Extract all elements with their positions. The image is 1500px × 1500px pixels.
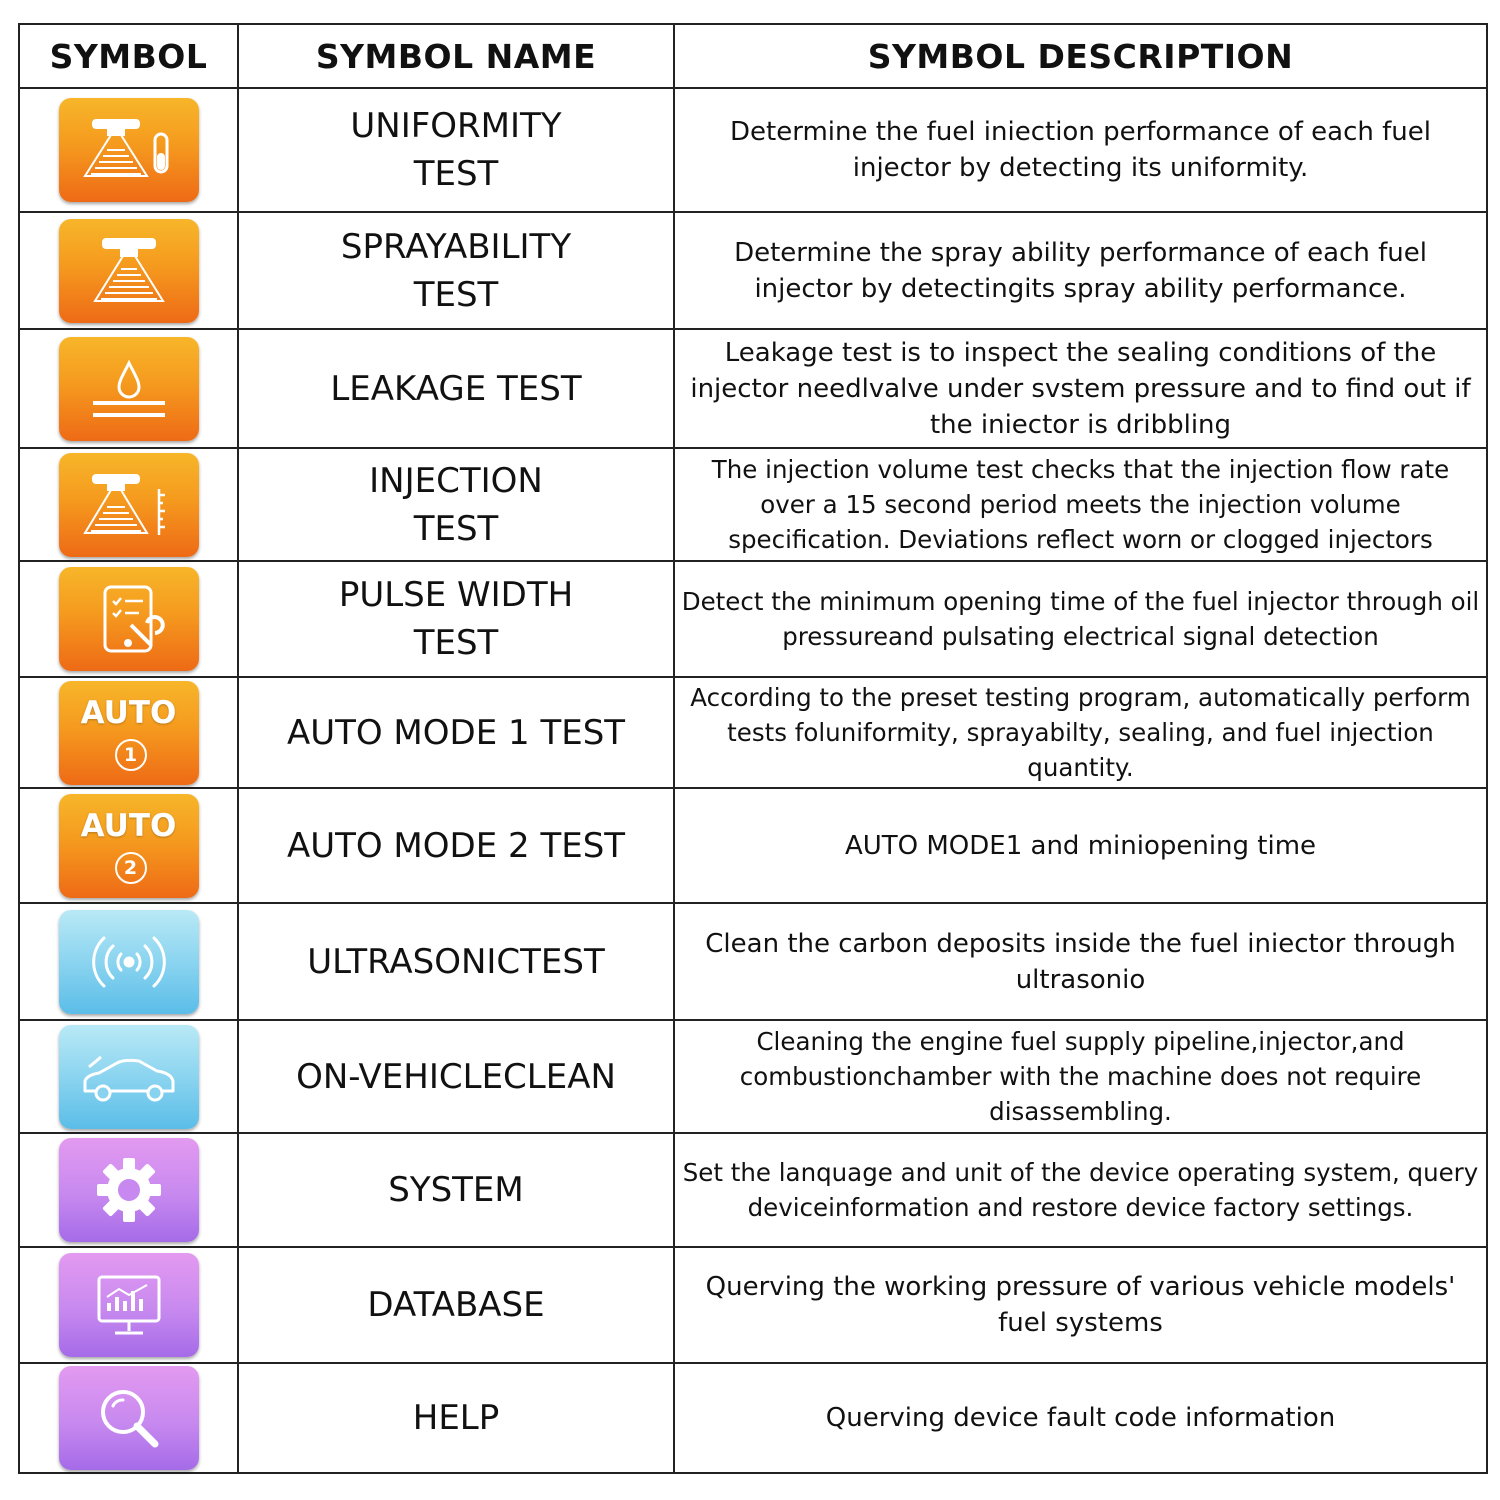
symbol-cell: [19, 1247, 238, 1363]
symbol-cell: [19, 88, 238, 212]
symbol-description-cell: [674, 788, 1487, 903]
table-row: [19, 212, 1487, 329]
symbol-name: HELP: [412, 1398, 500, 1438]
symbol-description-cell: [674, 561, 1487, 677]
symbol-description-cell: [674, 1247, 1487, 1363]
symbol-cell: [19, 1363, 238, 1473]
symbol-description: Set the lanquage and unit of the device operating system, query deviceinformation and restore device factory settings.: [682, 1158, 1479, 1222]
header-symbol-name: SYMBOL NAME: [238, 24, 674, 88]
auto-mode-2-icon: [59, 794, 199, 898]
symbol-cell: [19, 561, 238, 677]
table-row: [19, 903, 1487, 1020]
symbol-description-cell: [674, 329, 1487, 448]
table-row: [19, 561, 1487, 677]
symbol-name-cell: [238, 561, 674, 677]
table-row: [19, 788, 1487, 903]
symbol-description-cell: [674, 903, 1487, 1020]
table-row: [19, 88, 1487, 212]
symbol-name: DATABASE: [367, 1285, 545, 1325]
symbol-description: The injection volume test checks that the injection flow rate over a 15 second period meets the injection volume specification. Deviations reflect worn or clogged injectors: [711, 455, 1450, 554]
symbol-name-cell: [238, 1247, 674, 1363]
symbol-name-cell: [238, 1020, 674, 1133]
header-symbol-description: SYMBOL DESCRIPTION: [674, 24, 1487, 88]
table-row: [19, 677, 1487, 788]
symbol-name-cell: [238, 88, 674, 212]
header-row: [19, 24, 1487, 88]
symbol-description: According to the preset testing program, automatically perform tests foluniformity, sprayabilty, sealing, and fuel injection quantity.: [690, 683, 1471, 782]
symbol-name-cell: [238, 212, 674, 329]
auto-label: AUTO: [80, 807, 177, 844]
symbol-description-cell: [674, 212, 1487, 329]
symbol-cell: [19, 903, 238, 1020]
symbol-name: AUTO MODE 2 TEST: [286, 825, 626, 866]
symbol-table: [18, 23, 1488, 1474]
table-row: [19, 329, 1487, 448]
table-row: [19, 1020, 1487, 1133]
leakage-test-icon: [59, 337, 199, 441]
symbol-name: INJECTION TEST: [369, 460, 543, 549]
symbol-name-cell: [238, 1363, 674, 1473]
symbol-description: AUTO MODE1 and miniopening time: [844, 830, 1317, 861]
auto-number: 2: [115, 852, 147, 884]
symbol-cell: [19, 329, 238, 448]
symbol-description: Determine the spray ability performance of each fuel injector by detectingits spray ability performance.: [734, 237, 1427, 304]
symbol-name: ULTRASONICTEST: [307, 941, 605, 982]
symbol-description-cell: [674, 88, 1487, 212]
auto-number: 1: [115, 739, 147, 771]
car-icon: [59, 1025, 199, 1129]
auto-label: AUTO: [80, 694, 177, 731]
symbol-cell: [19, 788, 238, 903]
monitor-chart-icon: [59, 1253, 199, 1357]
table-row: [19, 1363, 1487, 1473]
symbol-name: SPRAYABILITY TEST: [340, 226, 572, 315]
symbol-name: AUTO MODE 1 TEST: [286, 712, 626, 753]
symbol-name-cell: [238, 329, 674, 448]
auto-mode-1-icon: [59, 681, 199, 785]
symbol-description-cell: [674, 448, 1487, 561]
table-row: [19, 1247, 1487, 1363]
symbol-name: PULSE WIDTH TEST: [338, 575, 574, 663]
symbol-description-cell: [674, 1020, 1487, 1133]
symbol-description: Clean the carbon deposits inside the fuel iniector through ultrasonio: [705, 928, 1456, 995]
symbol-description: Cleaning the engine fuel supply pipeline,injector,and combustionchamber with the machine does not require disassembling.: [739, 1027, 1422, 1126]
symbol-description: Leakage test is to inspect the sealing conditions of the injector needlvalve under svstem pressure and to find out if the iniector is dribbling: [690, 337, 1471, 440]
symbol-description: Determine the fuel iniection performance of each fuel injector by detecting its uniformity.: [730, 117, 1431, 183]
symbol-cell: [19, 1133, 238, 1247]
symbol-cell: [19, 212, 238, 329]
symbol-cell: [19, 448, 238, 561]
symbol-description-cell: [674, 677, 1487, 788]
symbol-cell: [19, 677, 238, 788]
table-row: [19, 1133, 1487, 1247]
sprayability-test-icon: [59, 219, 199, 323]
symbol-description-cell: [674, 1363, 1487, 1473]
symbol-name: ON-VEHICLECLEAN: [296, 1056, 616, 1097]
header-symbol: SYMBOL: [19, 24, 238, 88]
pulse-width-test-icon: [59, 567, 199, 671]
symbol-name: SYSTEM: [388, 1170, 524, 1210]
symbol-name: LEAKAGE TEST: [330, 368, 582, 409]
symbol-description: Detect the minimum opening time of the fuel injector through oil pressureand pulsating electrical signal detection: [681, 587, 1480, 651]
symbol-name-cell: [238, 903, 674, 1020]
symbol-name-cell: [238, 677, 674, 788]
gear-icon: [59, 1138, 199, 1242]
symbol-name-cell: [238, 448, 674, 561]
table-row: [19, 448, 1487, 561]
injection-test-icon: [59, 453, 199, 557]
symbol-name: UNIFORMITY TEST: [350, 106, 562, 194]
ultrasonic-icon: [59, 910, 199, 1014]
symbol-description: Querving the working pressure of various vehicle models' fuel systems: [705, 1272, 1456, 1338]
symbol-name-cell: [238, 1133, 674, 1247]
symbol-description: Querving device fault code information: [825, 1403, 1336, 1433]
symbol-name-cell: [238, 788, 674, 903]
symbol-cell: [19, 1020, 238, 1133]
search-icon: [59, 1366, 199, 1470]
uniformity-test-icon: [59, 98, 199, 202]
symbol-description-cell: [674, 1133, 1487, 1247]
